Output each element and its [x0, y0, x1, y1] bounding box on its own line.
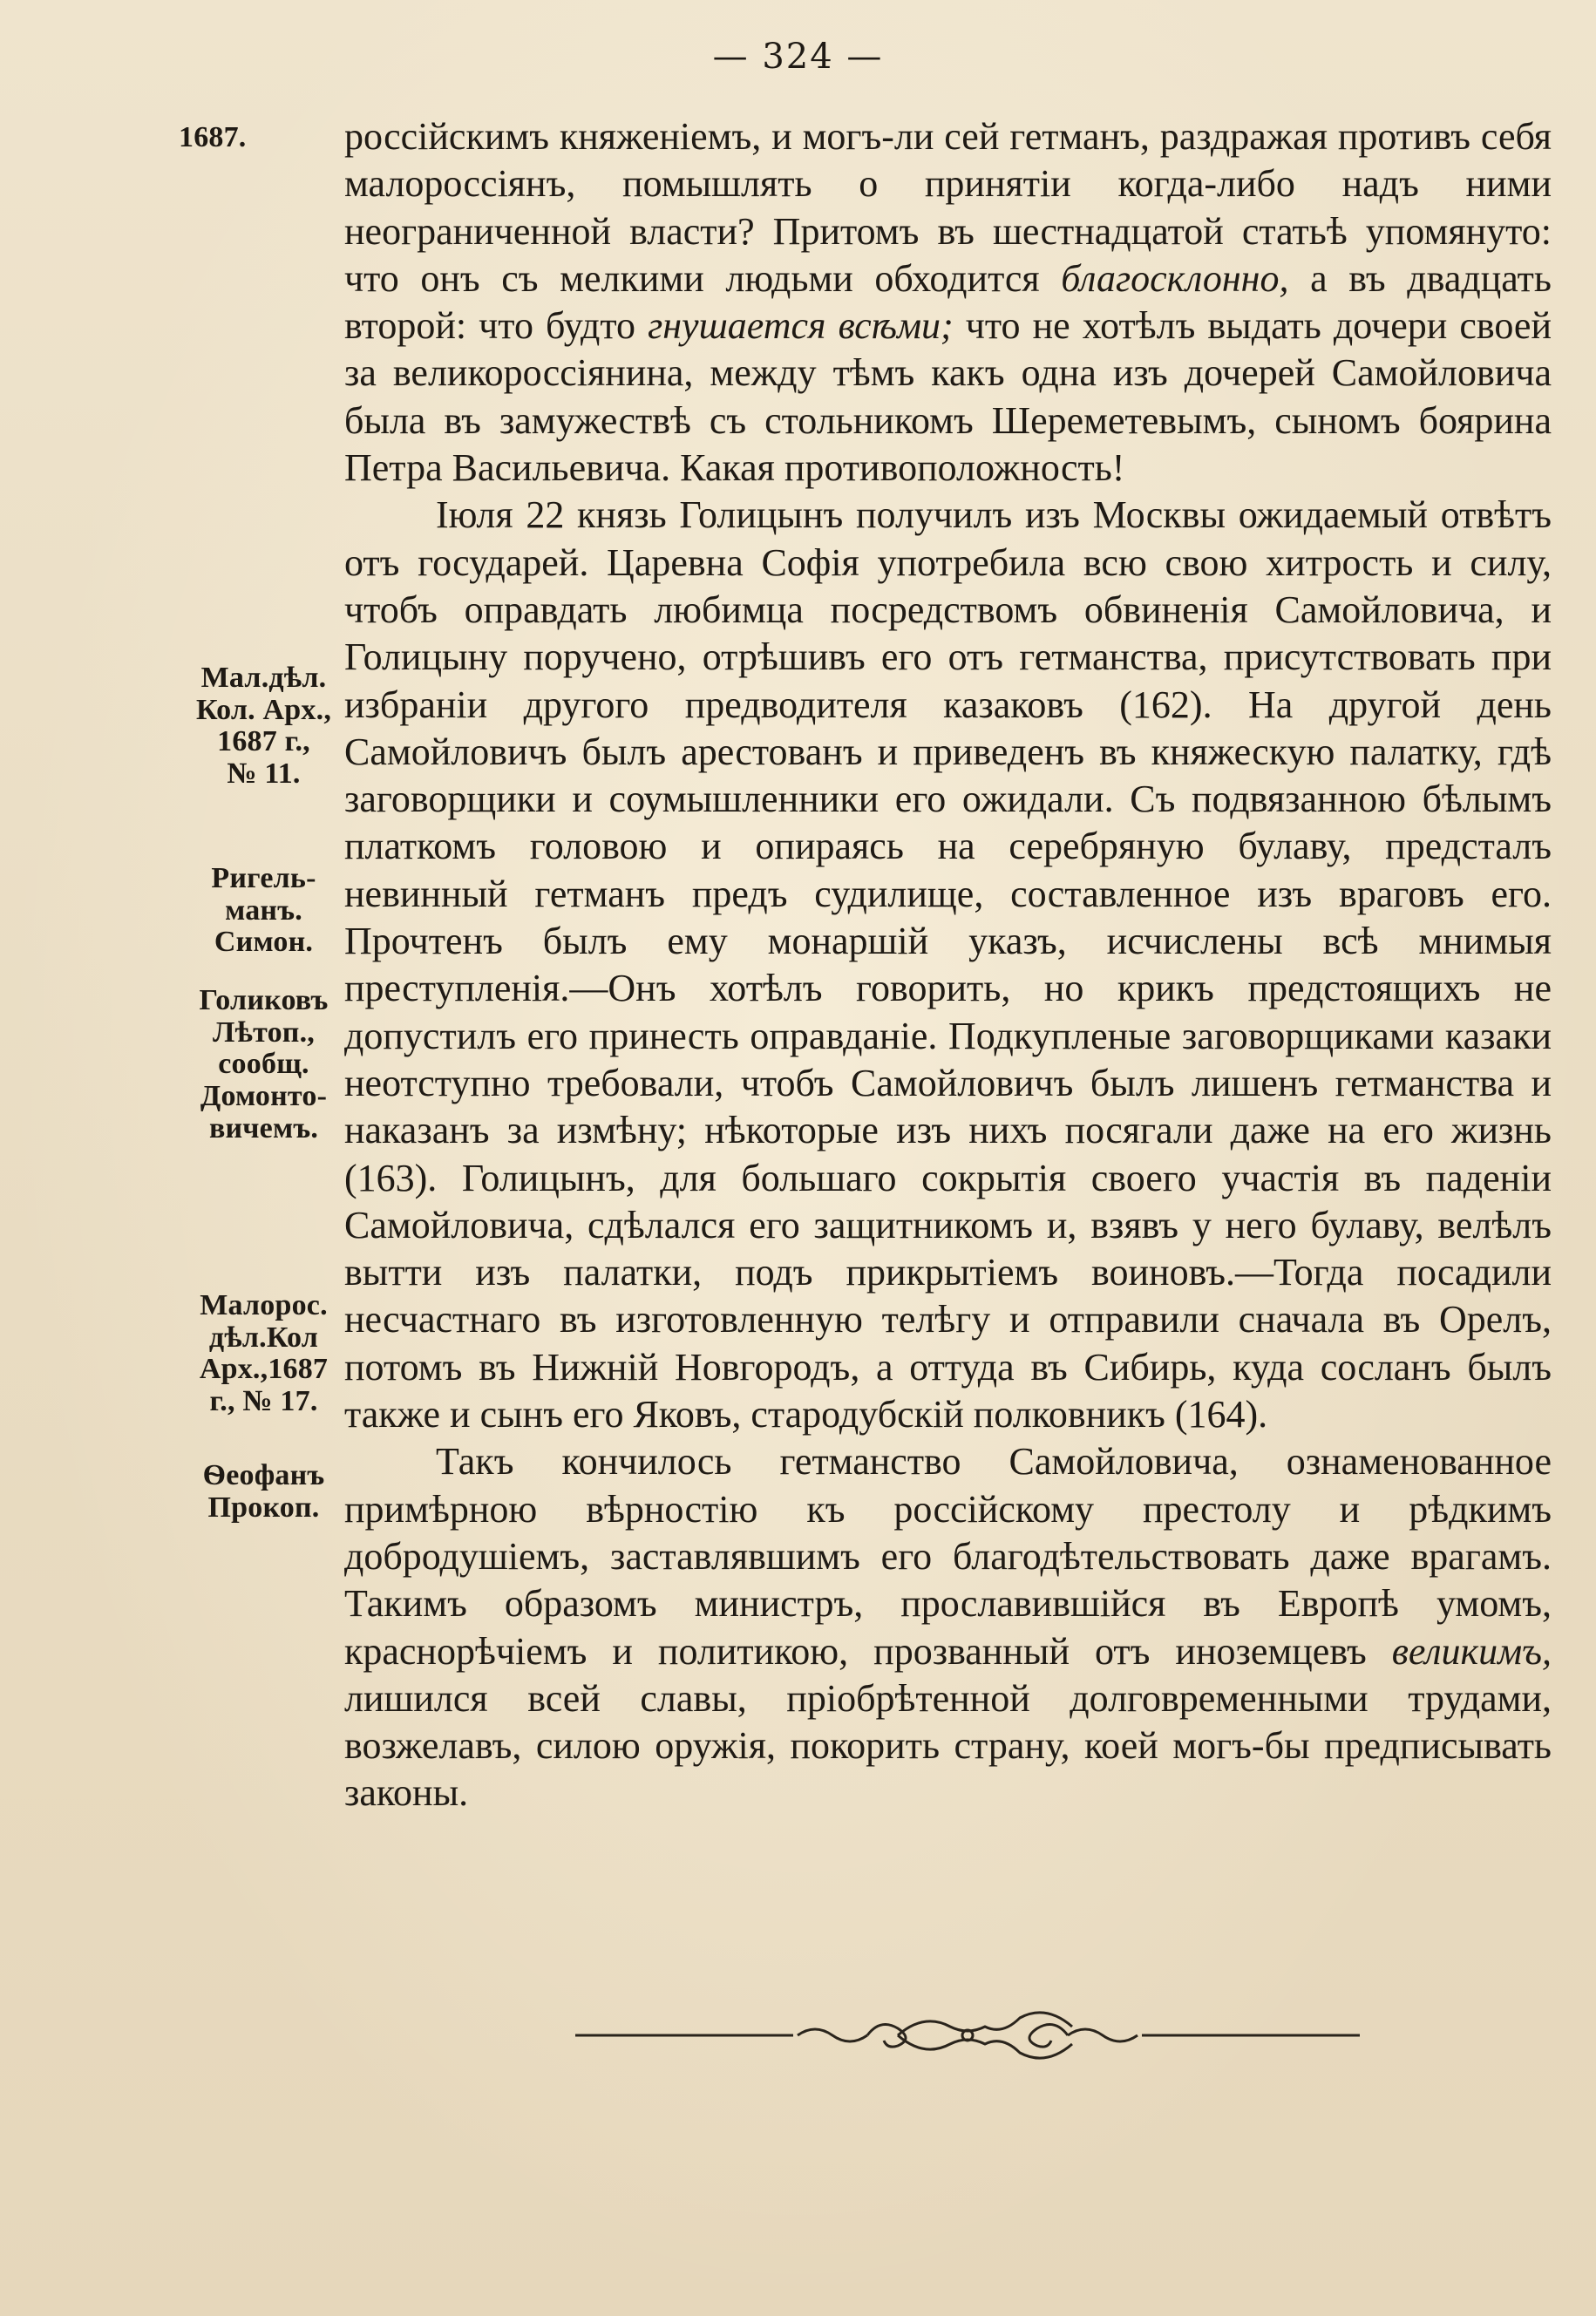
ornamental-divider: [575, 2009, 1360, 2061]
margin-note-year: [179, 122, 357, 154]
margin-note-line: Симон.: [214, 926, 314, 959]
margin-note-line: № 11.: [227, 757, 301, 791]
margin-note-line: Малорос.: [200, 1289, 328, 1321]
margin-note-line: Голиковъ: [199, 984, 329, 1016]
paragraph-2: Іюля 22 князь Голицынъ получилъ изъ Москвы ожидаемый отвѣтъ отъ государей. Царевна Софія употребила всю свою хитрость и силу, чтобъ оправдать любимца посредствомъ обвиненія Самойловича, и Голицыну поручено, отрѣшивъ его отъ гетманства, присутствовать при избраніи другого предводителя казаковъ (162). На другой день Самойловичъ былъ арестованъ и приведенъ въ княжескую палатку, гдѣ заговорщики и соумышленники его ожидали. Съ подвязанною бѣлымъ платкомъ головою и опираясь на серебряную булаву, предсталъ невинный гетманъ предъ судилище, составленное изъ враговъ его. Прочтенъ былъ ему монаршій указъ, исчислены всѣ мнимыя преступленія.—Онъ хотѣлъ говорить, но крикъ предстоящихъ не допустилъ его принесть оправданіе. Подкупленые заговорщиками казаки неотступно требовали, чтобъ Самойловичъ былъ лишенъ гетманства и наказанъ за измѣну; нѣкоторые изъ нихъ посягали даже на его жизнь (163). Голицынъ, для большаго сокрытія своего участія въ паденіи Самойловича, сдѣлался его защитникомъ и, взявъ у него булаву, велѣлъ вытти изъ палатки, подъ прикрытіемъ воиновъ.—Тогда посадили несчастнаго въ изготовленную телѣгу и отправили сначала въ Орелъ, потомъ въ Нижній Новгородъ, а оттуда въ Сибирь, куда сосланъ былъ также и сынъ его Яковъ, стародубскій полковникъ (164).: [344, 493, 1552, 1436]
text-run: лишился всей славы, пріобрѣтенной долговременными трудами, возжелавъ, силою оружія, покорить страну, коей могъ-бы предписывать законы.: [344, 1676, 1552, 1815]
divider-flourish-icon: [798, 2013, 1138, 2058]
margin-note-line: сообщ.: [218, 1048, 309, 1081]
text-run: а въ двадцать второй: что будто: [344, 256, 1552, 348]
margin-note-line: 1687 г.,: [217, 725, 310, 758]
text-run-italic: великимъ,: [1391, 1629, 1552, 1673]
text-run: что не хотѣлъ выдать дочери своей за великороссіянина, между тѣмъ какъ одна изъ дочерей Самойловича была въ замужествѣ съ стольникомъ Шереметевымъ, сыномъ боярина Петра Васильевича. Какая противоположность!: [344, 304, 1552, 490]
margin-note-line: Домонто-: [200, 1080, 328, 1113]
margin-note-line: Прокоп.: [207, 1491, 320, 1524]
margin-note-feofan: [174, 1460, 353, 1524]
margin-note-line: 1687.: [179, 121, 247, 153]
margin-note-golikov: [174, 985, 353, 1145]
margin-note-line: Кол. Арх.,: [195, 693, 332, 726]
margin-note-line: Ригель-: [211, 862, 316, 894]
margin-note-line: Мал.дѣл.: [200, 662, 327, 694]
margin-note-line: Ѳеофанъ: [202, 1459, 325, 1491]
margin-note-line: г., № 17.: [209, 1385, 318, 1418]
paragraph-1: [344, 113, 1552, 492]
margin-note-line: Лѣтоп.,: [213, 1015, 315, 1049]
margin-note-rigelman: [174, 863, 353, 959]
margin-note-line: дѣл.Кол: [208, 1321, 319, 1354]
margin-note-mal-del: [174, 662, 353, 791]
text-run-italic: гнушается всѣми;: [648, 304, 954, 348]
paragraph-3: [344, 1438, 1552, 1817]
text-run: Такъ кончилось гетманство Самойловича, ознаменованное примѣрною вѣрностію къ россійскому престолу и рѣдкимъ добродушіемъ, заставлявшимъ его благодѣтельствовать даже врагамъ. Такимъ образомъ министръ, прославившійся въ Европѣ умомъ, краснорѣчіемъ и политикою, прозванный отъ иноземцевъ: [344, 1440, 1552, 1673]
text-run-italic: благосклонно,: [1061, 256, 1289, 300]
text-run: россійскимъ княженіемъ, и могъ-ли сей гетманъ, раздражая противъ себя малороссіянъ, помышлять о принятіи когда-либо надъ ними неограниченной власти? Притомъ въ шестнадцатой статьѣ упомянуто: что онъ съ мелкими людьми обходится: [344, 115, 1552, 300]
page-number: — 324 —: [712, 37, 884, 77]
margin-note-line: манъ.: [225, 893, 302, 927]
margin-note-line: вичемъ.: [208, 1111, 319, 1144]
margin-note-malorosk: [174, 1290, 353, 1418]
margin-note-line: Арх.,1687: [199, 1353, 329, 1386]
main-text: [344, 113, 1552, 1817]
